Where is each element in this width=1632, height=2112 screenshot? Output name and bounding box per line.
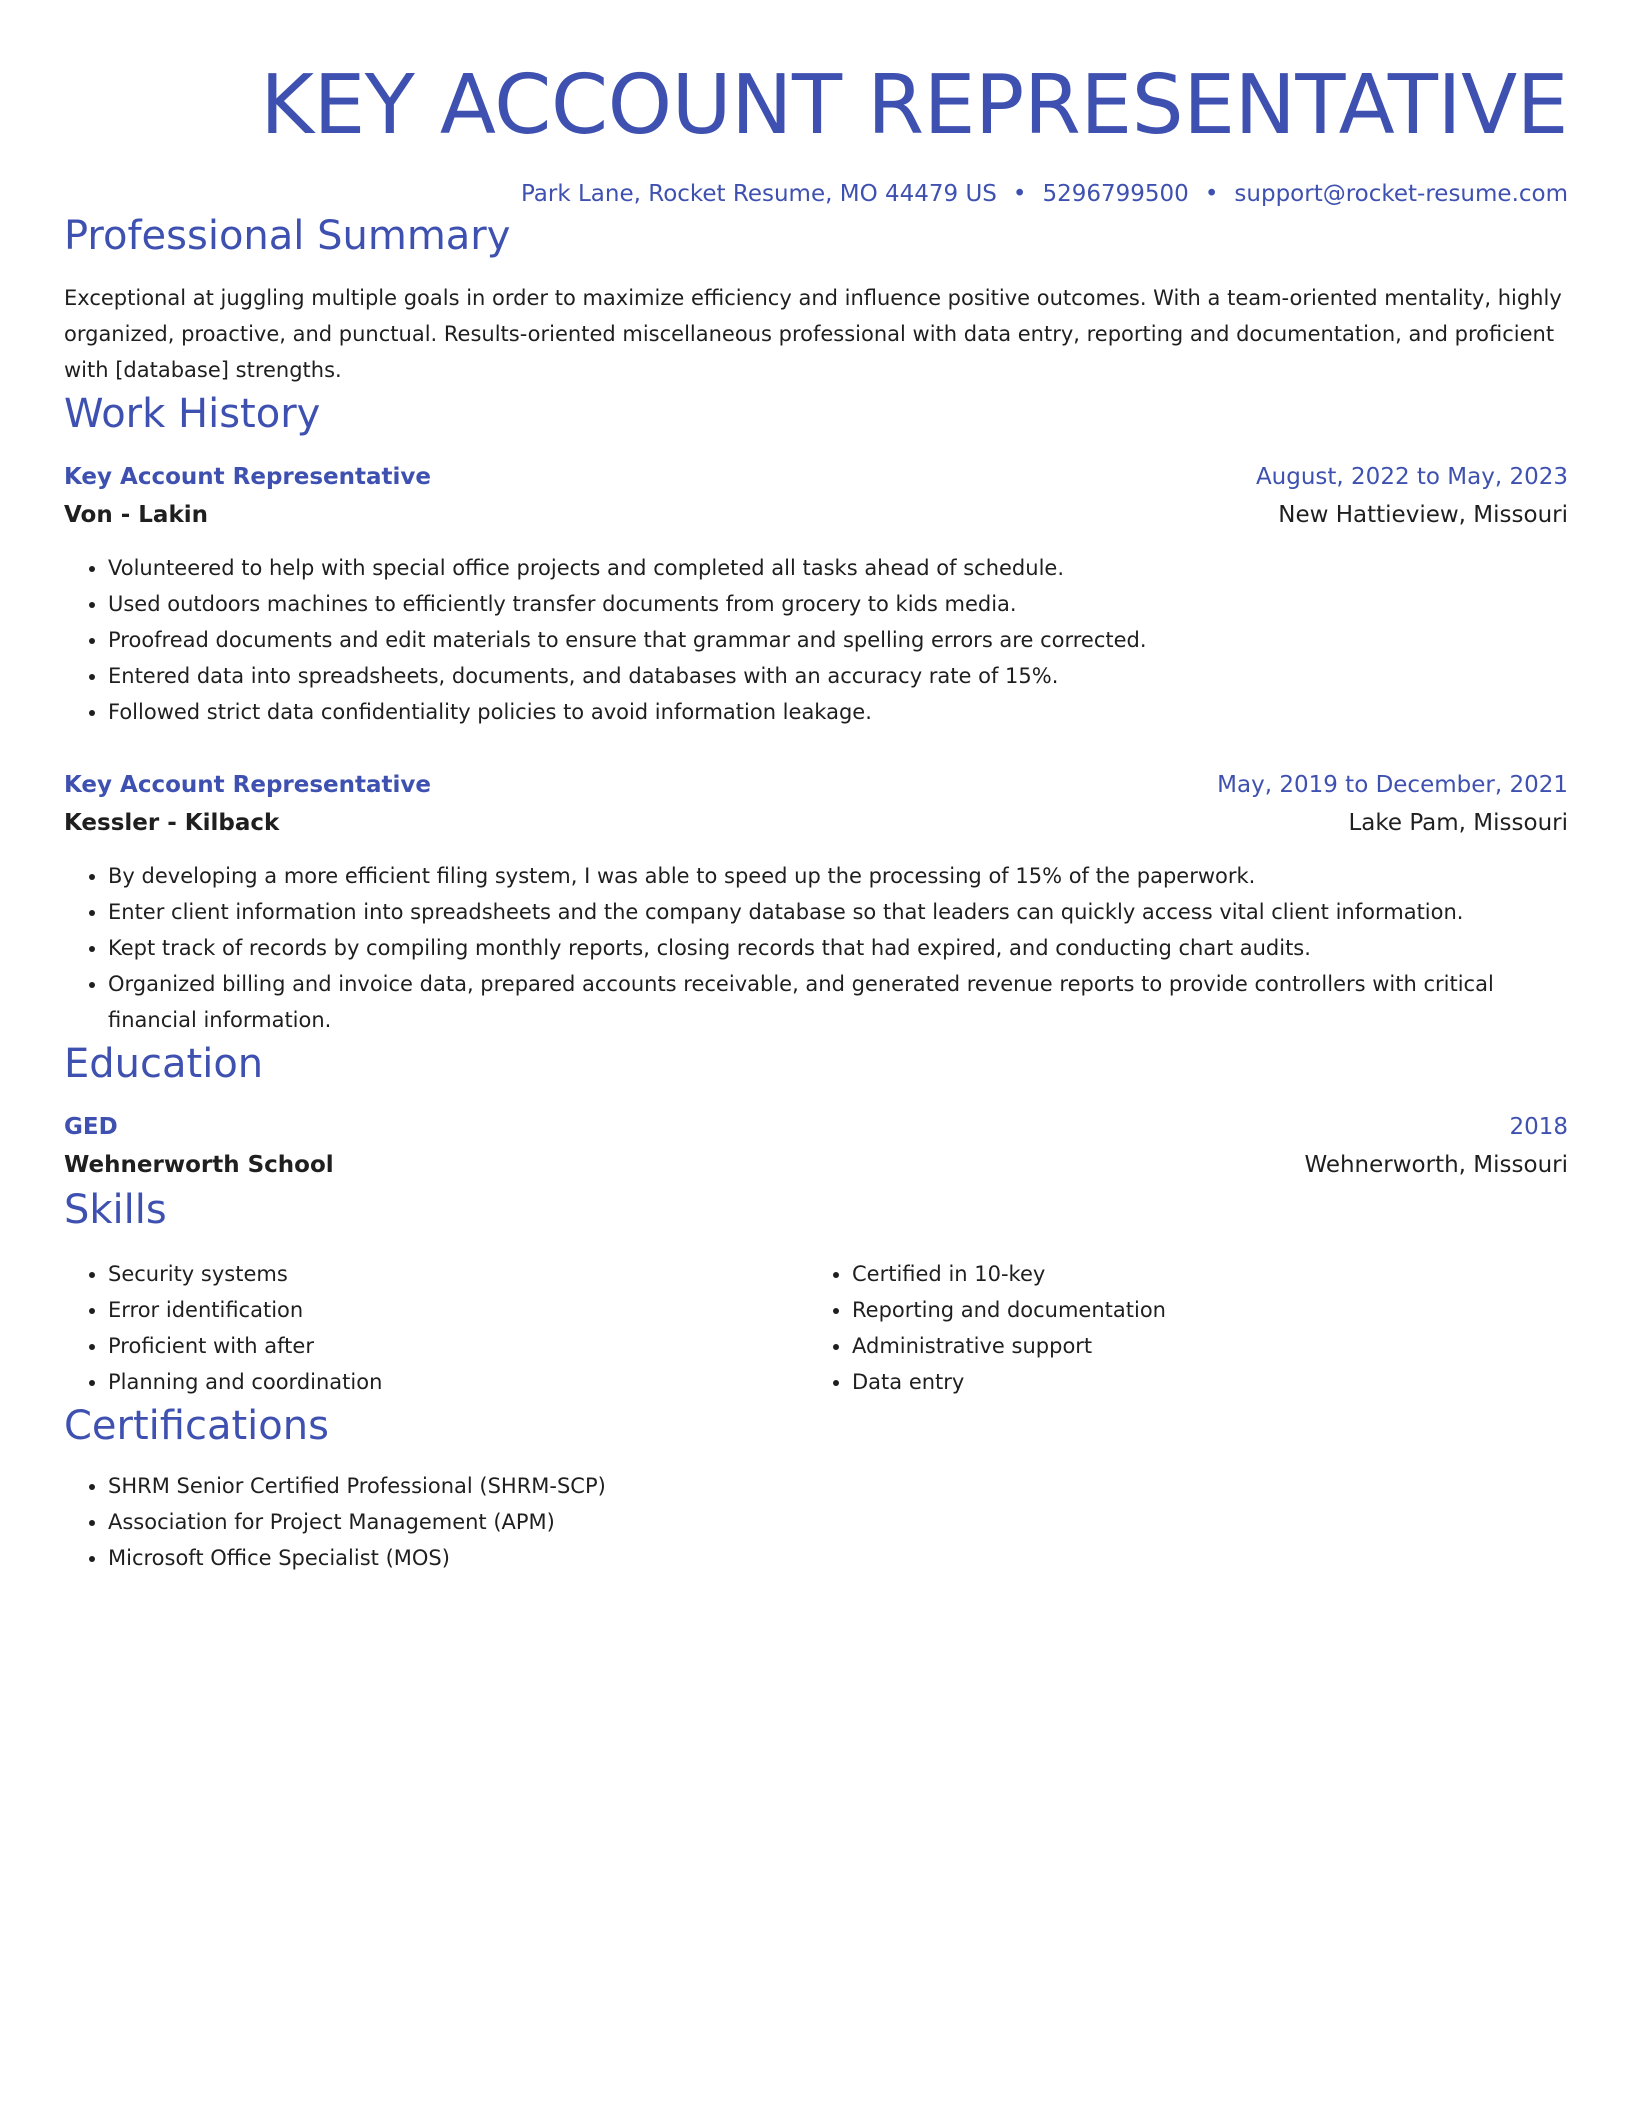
contact-phone: 5296799500 [1042, 181, 1189, 207]
certifications-heading: Certifications [64, 1403, 329, 1449]
skill-item: • Administrative support [852, 1328, 1552, 1364]
contact-address: Park Lane, Rocket Resume, MO 44479 US [520, 181, 997, 207]
summary-text: Exceptional at juggling multiple goals in order to maximize efficiency and influence positive outcomes. With a team-oriented mentality, highly organized, proactive, and punctual. Results-oriented miscellaneous professional with data entry, reporting and documentation, and proficient with [database] strengths. [64, 286, 1562, 382]
skill-item: • Data entry [852, 1364, 1552, 1400]
contact-email[interactable]: support@rocket-resume.com [1234, 181, 1568, 207]
certification-item: • Association for Project Management (APM) [108, 1504, 1568, 1540]
job-bullet: • Volunteered to help with special office projects and completed all tasks ahead of schedule. [108, 550, 1568, 586]
separator-dot: • [1012, 181, 1027, 207]
resume-name: KEY ACCOUNT REPRESENTATIVE [260, 58, 1568, 153]
summary-heading: Professional Summary [64, 213, 511, 259]
job-bullet: • Entered data into spreadsheets, documents, and databases with an accuracy rate of 15%. [108, 658, 1568, 694]
education-location: Wehnerworth, Missouri [1304, 1152, 1568, 1178]
job-bullet: • Followed strict data confidentiality policies to avoid information leakage. [108, 694, 1568, 730]
skills-column-right [808, 1256, 1552, 1400]
skill-item: • Reporting and documentation [852, 1292, 1552, 1328]
job-title: Key Account Representative [64, 464, 432, 490]
certification-item: • Microsoft Office Specialist (MOS) [108, 1540, 1568, 1576]
contact-line [64, 178, 1568, 210]
job-entry [64, 766, 1568, 1038]
job-title: Key Account Representative [64, 772, 432, 798]
education-school: Wehnerworth School [64, 1152, 334, 1178]
certification-item: • SHRM Senior Certified Professional (SHRM-SCP) [108, 1468, 1568, 1504]
job-dates: May, 2019 to December, 2021 [1217, 772, 1568, 798]
job-company: Kessler - Kilback [64, 810, 280, 836]
job-bullet: • Enter client information into spreadsheets and the company database so that leaders can quickly access vital client information. [108, 894, 1568, 930]
job-location: New Hattieview, Missouri [1278, 502, 1568, 528]
job-location: Lake Pam, Missouri [1348, 810, 1568, 836]
skills-column-left [64, 1256, 808, 1400]
job-company: Von - Lakin [64, 502, 209, 528]
job-bullets [64, 858, 1568, 1038]
job-bullets [64, 550, 1568, 730]
job-bullet: • Used outdoors machines to efficiently transfer documents from grocery to kids media. [108, 586, 1568, 622]
job-bullet: • By developing a more efficient filing system, I was able to speed up the processing of 15% of the paperwork. [108, 858, 1568, 894]
job-dates: August, 2022 to May, 2023 [1255, 464, 1568, 490]
skill-item: • Security systems [108, 1256, 808, 1292]
certifications-list [64, 1468, 1568, 1576]
job-bullet: • Organized billing and invoice data, prepared accounts receivable, and generated revenue reports to provide controllers with critical financial information. [108, 966, 1568, 1038]
job-bullet: • Kept track of records by compiling monthly reports, closing records that had expired, and conducting chart audits. [108, 930, 1568, 966]
education-year: 2018 [1509, 1114, 1568, 1140]
skill-item: • Certified in 10-key [852, 1256, 1552, 1292]
skills-list [64, 1256, 1568, 1400]
job-entry [64, 458, 1568, 730]
work-history-heading: Work History [64, 391, 321, 437]
job-bullet: • Proofread documents and edit materials to ensure that grammar and spelling errors are corrected. [108, 622, 1568, 658]
skill-item: • Planning and coordination [108, 1364, 808, 1400]
resume-page [64, 0, 1568, 1576]
skill-item: • Error identification [108, 1292, 808, 1328]
skills-heading: Skills [64, 1187, 167, 1233]
education-heading: Education [64, 1041, 264, 1087]
skill-item: • Proficient with after [108, 1328, 808, 1364]
education-degree: GED [64, 1114, 118, 1140]
separator-dot: • [1204, 181, 1219, 207]
education-entry [64, 1108, 1568, 1184]
